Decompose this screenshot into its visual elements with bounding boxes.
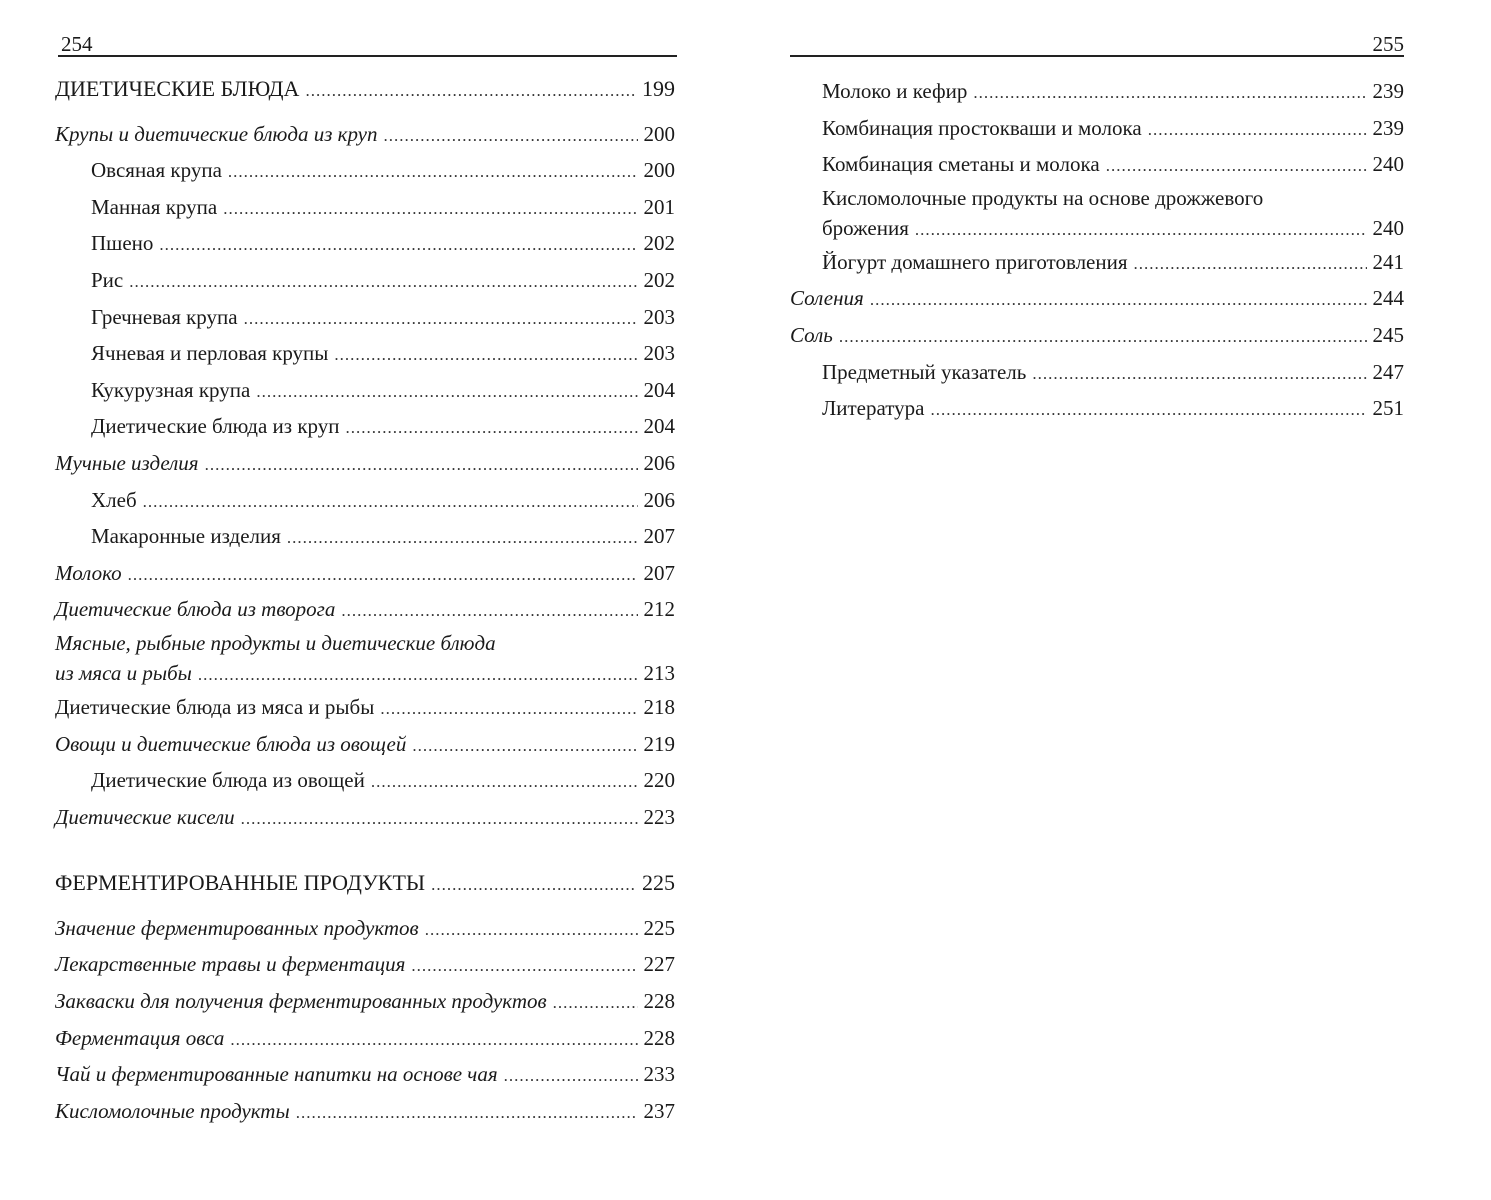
toc-entry-page: 200 <box>643 121 675 146</box>
toc-entry-title: Овощи и диетические блюда из овощей <box>55 731 407 756</box>
toc-entry-page: 202 <box>643 231 675 256</box>
toc-entry-page: 206 <box>643 450 675 475</box>
toc-entry-title: Гречневая крупа <box>91 304 238 329</box>
toc-entry[interactable] <box>55 446 675 483</box>
toc-entry[interactable] <box>55 592 675 629</box>
toc-entry[interactable] <box>55 72 675 109</box>
page-number-right: 255 <box>1372 32 1404 56</box>
toc-entry-title: Кукурузная крупа <box>91 377 251 402</box>
toc-entry[interactable] <box>55 911 675 948</box>
toc-entry-page: 207 <box>643 560 675 585</box>
dot-leader <box>504 1059 638 1094</box>
toc-entry[interactable] <box>55 984 675 1021</box>
toc-entry[interactable] <box>55 629 675 690</box>
toc-entry[interactable] <box>790 147 1404 184</box>
toc-entry[interactable] <box>790 281 1404 318</box>
toc-entry-title: Литература <box>822 396 925 421</box>
toc-entry[interactable] <box>790 74 1404 111</box>
dot-leader <box>305 74 636 109</box>
toc-entry-page: 240 <box>1372 152 1404 177</box>
toc-entry-title: Молоко и кефир <box>822 79 968 103</box>
toc-entry-page: 247 <box>1372 359 1404 384</box>
toc-entry-page: 200 <box>643 158 675 183</box>
toc-entry-page: 225 <box>642 870 675 896</box>
toc-entry-page: 240 <box>1372 215 1404 240</box>
toc-entry-page: 212 <box>643 597 675 622</box>
toc-entry[interactable] <box>55 263 675 300</box>
toc-entry[interactable] <box>55 226 675 263</box>
dot-leader <box>341 594 637 629</box>
toc-entry-title: Ячневая и перловая крупы <box>91 341 329 366</box>
toc-entry-page: 199 <box>642 76 675 101</box>
toc-entry-page: 239 <box>1372 79 1404 103</box>
toc-entry-page: 203 <box>643 341 675 366</box>
dot-leader <box>128 558 638 593</box>
header-rule-left <box>58 55 677 57</box>
toc-entry-title-line1: Кисломолочные продукты на основе дрожжевого <box>822 185 1264 210</box>
dot-leader <box>411 949 637 984</box>
toc-left <box>55 72 675 1130</box>
dot-leader <box>973 76 1366 111</box>
dot-leader <box>244 302 638 337</box>
toc-entry[interactable] <box>55 866 675 903</box>
toc-entry-title: Диетические кисели <box>55 804 235 829</box>
toc-entry-title: Овсяная крупа <box>91 158 222 183</box>
dot-leader <box>870 283 1367 318</box>
toc-entry-page: 203 <box>643 304 675 329</box>
dot-leader <box>241 802 638 837</box>
toc-entry-page: 204 <box>643 414 675 439</box>
dot-leader <box>412 729 637 764</box>
toc-entry-title: Пшено <box>91 231 154 256</box>
toc-entry-page: 239 <box>1372 115 1404 140</box>
toc-entry[interactable] <box>55 117 675 154</box>
dot-leader <box>930 393 1366 428</box>
toc-entry-page: 220 <box>643 768 675 793</box>
toc-entry[interactable] <box>790 391 1404 428</box>
toc-entry-title: Комбинация сметаны и молока <box>822 152 1100 177</box>
dot-leader <box>839 320 1367 355</box>
toc-entry[interactable] <box>790 318 1404 355</box>
toc-entry-title: Соль <box>790 322 833 347</box>
dot-leader <box>159 228 637 263</box>
toc-entry-title: Молоко <box>55 560 122 585</box>
toc-entry[interactable] <box>55 373 675 410</box>
toc-entry-title: Диетические блюда из творога <box>55 597 336 622</box>
toc-entry-title: Предметный указатель <box>822 359 1027 384</box>
dot-leader <box>425 913 638 948</box>
dot-leader <box>296 1096 638 1131</box>
toc-entry[interactable] <box>55 1094 675 1131</box>
toc-entry-page: 223 <box>643 804 675 829</box>
toc-entry-page: 207 <box>643 524 675 549</box>
toc-entry[interactable] <box>55 763 675 800</box>
toc-entry-page: 233 <box>643 1062 675 1087</box>
toc-entry[interactable] <box>55 153 675 190</box>
toc-entry[interactable] <box>55 483 675 520</box>
toc-entry-title: Ферментация овса <box>55 1025 225 1050</box>
dot-leader <box>915 214 1367 245</box>
dot-leader <box>334 338 637 373</box>
toc-entry-title: Диетические блюда из овощей <box>91 768 365 793</box>
toc-entry-page: 218 <box>643 694 675 719</box>
dot-leader <box>1134 247 1367 282</box>
toc-right <box>790 74 1404 428</box>
toc-entry-title: ДИЕТИЧЕСКИЕ БЛЮДА <box>55 76 300 101</box>
toc-entry[interactable] <box>55 556 675 593</box>
dot-leader <box>1106 149 1367 184</box>
toc-entry-page: 227 <box>643 952 675 977</box>
toc-entry-title: Чай и ферментированные напитки на основе чая <box>55 1062 498 1087</box>
dot-leader <box>346 411 638 446</box>
toc-entry-page: 201 <box>643 194 675 219</box>
toc-entry[interactable] <box>55 409 675 446</box>
toc-entry-title: Мучные изделия <box>55 450 199 475</box>
toc-entry-page: 206 <box>643 487 675 512</box>
page-number-left: 254 <box>61 32 93 56</box>
toc-entry-title: Закваски для получения ферментированных продуктов <box>55 989 547 1014</box>
dot-leader <box>431 868 636 903</box>
dot-leader <box>143 485 638 520</box>
dot-leader <box>230 1023 637 1058</box>
toc-entry-title-line2: брожения <box>822 215 909 240</box>
toc-entry-title: Крупы и диетические блюда из круп <box>55 121 378 146</box>
toc-entry-title: Йогурт домашнего приготовления <box>822 249 1128 274</box>
toc-entry[interactable] <box>55 1057 675 1094</box>
dot-leader <box>553 986 638 1021</box>
toc-entry-page: 202 <box>643 267 675 292</box>
toc-entry[interactable] <box>55 519 675 556</box>
dot-leader <box>380 692 637 727</box>
toc-entry-title: Значение ферментированных продуктов <box>55 915 419 940</box>
toc-entry-title: Лекарственные травы и ферментация <box>55 952 406 977</box>
toc-entry-title-line1: Мясные, рыбные продукты и диетические блюда <box>55 630 496 655</box>
toc-entry[interactable] <box>55 336 675 373</box>
dot-leader <box>256 375 637 410</box>
toc-entry-title: Комбинация простокваши и молока <box>822 115 1142 140</box>
toc-entry[interactable] <box>790 355 1404 392</box>
toc-entry-page: 251 <box>1372 396 1404 421</box>
toc-entry-page: 213 <box>643 660 675 685</box>
toc-entry[interactable] <box>790 245 1404 282</box>
toc-entry-page: 244 <box>1372 286 1404 311</box>
toc-entry-title-line2: из мяса и рыбы <box>55 660 192 685</box>
dot-leader <box>228 155 638 190</box>
dot-leader <box>198 659 638 690</box>
dot-leader <box>371 765 638 800</box>
toc-entry[interactable] <box>55 800 675 837</box>
toc-entry-title: Соления <box>790 286 864 311</box>
dot-leader <box>287 521 638 556</box>
toc-entry[interactable] <box>55 690 675 727</box>
toc-entry[interactable] <box>55 190 675 227</box>
dot-leader <box>1148 113 1367 148</box>
toc-entry[interactable] <box>790 111 1404 148</box>
toc-entry-page: 237 <box>643 1098 675 1123</box>
toc-entry-title: Диетические блюда из круп <box>91 414 340 439</box>
dot-leader <box>223 192 637 227</box>
toc-entry-title: Кисломолочные продукты <box>55 1098 290 1123</box>
toc-entry-page: 228 <box>643 989 675 1014</box>
toc-entry-title: Диетические блюда из мяса и рыбы <box>55 694 375 719</box>
header-rule-right <box>790 55 1404 57</box>
toc-entry-title: Макаронные изделия <box>91 524 281 549</box>
toc-entry[interactable] <box>55 1021 675 1058</box>
toc-entry-title: Манная крупа <box>91 194 218 219</box>
dot-leader <box>129 265 637 300</box>
toc-entry[interactable] <box>55 727 675 764</box>
toc-entry-title: Рис <box>91 267 124 292</box>
dot-leader <box>384 119 638 154</box>
toc-entry[interactable] <box>55 947 675 984</box>
toc-entry[interactable] <box>790 184 1404 245</box>
toc-entry-page: 204 <box>643 377 675 402</box>
toc-entry-page: 225 <box>643 915 675 940</box>
dot-leader <box>1032 357 1366 392</box>
toc-entry-page: 219 <box>643 731 675 756</box>
dot-leader <box>205 448 638 483</box>
toc-entry-title: ФЕРМЕНТИРОВАННЫЕ ПРОДУКТЫ <box>55 870 426 896</box>
toc-entry[interactable] <box>55 300 675 337</box>
toc-entry-page: 241 <box>1372 249 1404 274</box>
toc-entry-title: Хлеб <box>91 487 137 512</box>
toc-entry-page: 245 <box>1372 322 1404 347</box>
toc-entry-page: 228 <box>643 1025 675 1050</box>
